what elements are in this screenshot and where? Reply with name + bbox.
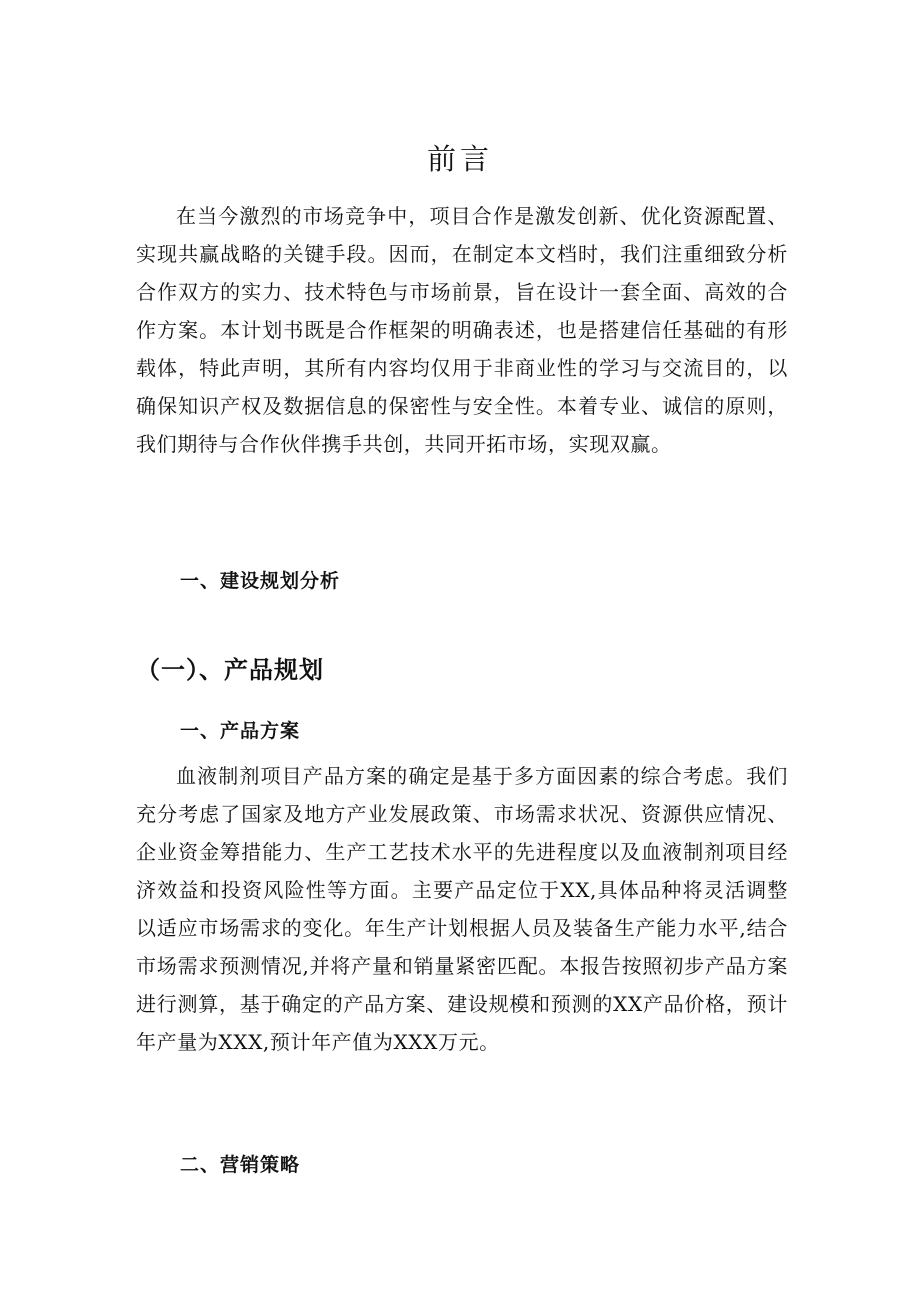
preface-paragraph: 在当今激烈的市场竞争中，项目合作是激发创新、优化资源配置、实现共赢战略的关键手段。因而，在制定本文档时，我们注重细致分析合作双方的实力、技术特色与市场前景，旨在设计一套全面、高效的合作方案。本计划书既是合作框架的明确表述，也是搭建信任基础的有形载体，特此声明，其所有内容均仅用于非商业性的学习与交流目的，以确保知识产权及数据信息的保密性与安全性。本着专业、诚信的原则，我们期待与合作伙伴携手共创，共同开拓市场，实现双赢。	[136, 204, 788, 456]
product-plan-paragraph: 血液制剂项目产品方案的确定是基于多方面因素的综合考虑。我们充分考虑了国家及地方产业发展政策、市场需求状况、资源供应情况、企业资金筹措能力、生产工艺技术水平的先进程度以及血液制剂项目经济效益和投资风险性等方面。主要产品定位于XX,具体品种将灵活调整以适应市场需求的变化。年生产计划根据人员及装备生产能力水平,结合市场需求预测情况,并将产量和销量紧密匹配。本报告按照初步产品方案进行测算，基于确定的产品方案、建设规模和预测的XX产品价格，预计年产量为XXX,预计年产值为XXX万元。	[136, 764, 788, 1054]
subsection-heading: （一）、产品规划	[136, 656, 324, 684]
item-heading-marketing: 二、营销策略	[180, 1154, 301, 1176]
page-title: 前言	[426, 142, 493, 177]
item-heading-product-plan: 一、产品方案	[180, 720, 301, 742]
section-heading: 一、建设规划分析	[180, 570, 341, 592]
